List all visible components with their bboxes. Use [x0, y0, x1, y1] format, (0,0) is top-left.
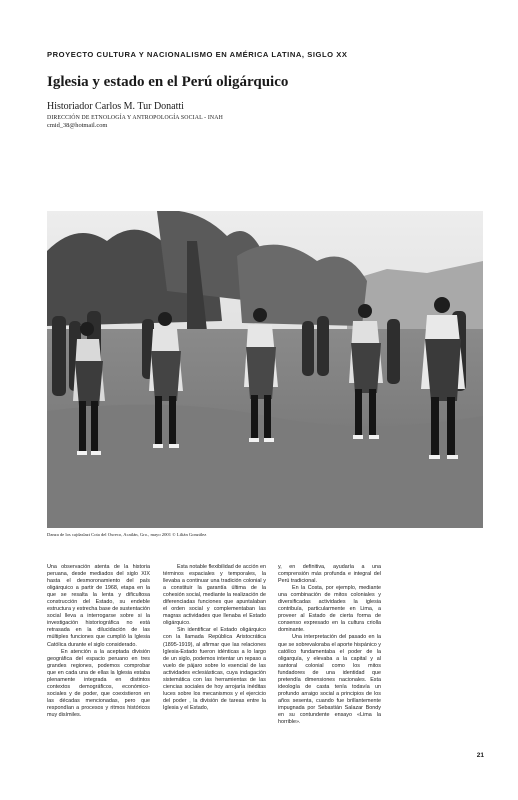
paragraph: En atención a la aceptada división geográfica del espacio peruano en tres grandes regiones, podemos comprobar que en cada una de ellas la Iglesia estaba plenamente integrada en distintos contextos demográficos, económico-sociales y de poder, que coexistieron en las décadas mencionadas, pero que respondían a procesos y ritmos históricos muy disímiles. — [47, 648, 150, 718]
article-title: Iglesia y estado en el Perú oligárquico — [47, 74, 289, 90]
author-email: cmid_38@hotmail.com — [47, 122, 108, 129]
section-kicker: PROYECTO CULTURA Y NACIONALISMO EN AMÉRICA LATINA, SIGLO XX — [47, 50, 348, 59]
paragraph: Una observación atenta de la historia peruana, desde mediados del siglo XIX hasta el desmoronamiento del país oligárquico a partir de 1968, etapa en la que se resalta la lenta y dificultosa construcción del Estado, su endeble estructura y estrecha base de sustentación social lleva a interrogarse sobre si la investigación historiográfica no está retrasada en la dilucidación de las múltiples funciones que cumplió la Iglesia Católica durante el siglo considerado. — [47, 564, 150, 648]
author-affiliation: DIRECCIÓN DE ETNOLOGÍA Y ANTROPOLOGÍA SOCIAL - INAH — [47, 115, 223, 121]
body-column-1 — [47, 564, 150, 719]
paragraph: Esta notable flexibilidad de acción en términos espaciales y temporales, la llevaba a continuar una tradición colonial y a constituir la garantía última de la cohesión social, mediante la realización de diferenciadas funciones que apuntalaban el orden social y complementaban las magras actividades que llenaba el Estado oligárquico. — [163, 564, 266, 627]
photo-caption: Danza de los cajdaslazt Cota del Oxreco, Acatlán, Gro., mayo 2001 © Lilián González — [47, 532, 207, 537]
page-number: 21 — [476, 752, 484, 759]
paragraph: Sin identificar el Estado oligárquico con la llamada República Aristocrática (1895-1919), al afirmar que las relaciones Iglesia-Estado fueron idénticas a lo largo de un siglo, podemos intentar un repaso a vuelo de pájaro sobre lo esencial de las actividades eclesiásticas, cuya indagación sistemática con las herramientas de las ciencias sociales de hoy arrojaría inéditas luces sobre los mecanismos y el ejercicio del poder , la división de tareas entre la Iglesia y el Estado, — [163, 627, 266, 711]
paragraph: En la Costa, por ejemplo, mediante una combinación de mitos coloniales y diversificadas actividades la iglesia contribuía, particularmente en Lima, a proveer al Estado de cierta forma de consenso expresado en la cultura criolla dominante. — [278, 585, 381, 634]
paragraph: y, en definitiva, ayudaría a una comprensión más profunda e integral del Perú tradicional. — [278, 564, 381, 585]
paragraph: Una interpretación del pasado en la que se sobrevaloraba el aporte hispánico y católico fundamentaba el poder de la oligarquía, y elevaba a la capital y al santoral colonial como los mitos fundadores de una identidad que pretendía dimensiones nacionales. Esta ideología de casta tenía todavía un profundo arraigo social a principios de los años sesenta, cuando fue brillantemente impugnada por Sebastián Salazar Bondy en su contundente ensayo «Lima la horrible». — [278, 634, 381, 726]
body-column-2 — [163, 564, 266, 712]
body-column-3 — [278, 564, 381, 726]
dance-photograph — [47, 211, 483, 528]
author-name: Historiador Carlos M. Tur Donatti — [47, 101, 184, 112]
